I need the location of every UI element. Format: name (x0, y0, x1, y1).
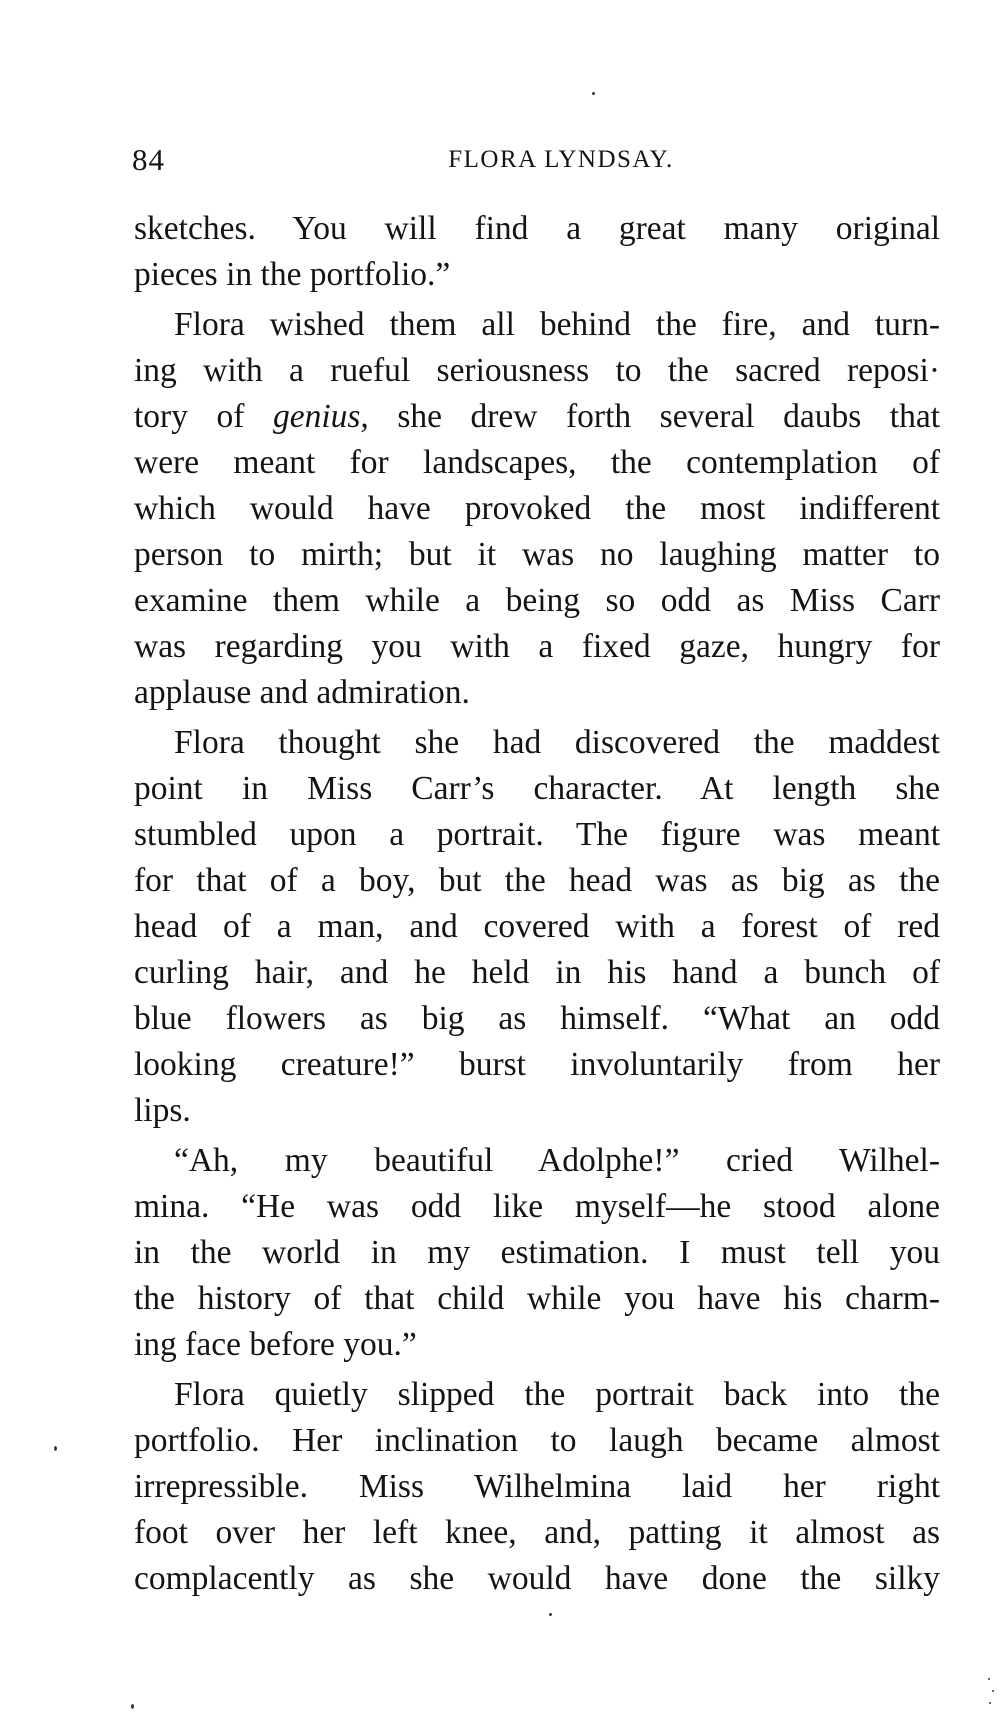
running-title: FLORA LYNDSAY. (448, 146, 674, 173)
paper-speck (988, 1678, 990, 1680)
text-line: mina. “He was odd like myself—he stood alone (134, 1188, 940, 1225)
paper-speck (989, 1702, 991, 1704)
text-line: irrepressible. Miss Wilhelmina laid her right (134, 1468, 940, 1505)
text-line: looking creature!” burst involuntarily from her (134, 1046, 940, 1083)
running-head (132, 142, 950, 192)
text-line: curling hair, and he held in his hand a bunch of (134, 954, 940, 991)
text-fragment: tory of (134, 398, 273, 435)
body-text (134, 206, 940, 1602)
italic-word: genius, (272, 398, 369, 435)
paper-speck (131, 1704, 134, 1709)
text-line: point in Miss Carr’s character. At length she (134, 770, 940, 807)
text-line: stumbled upon a portrait. The figure was meant (134, 816, 940, 853)
text-line: complacently as she would have done the silky (134, 1560, 940, 1597)
text-line: “Ah, my beautiful Adolphe!” cried Wilhel- (174, 1142, 940, 1179)
text-line: Flora quietly slipped the portrait back into the (174, 1376, 940, 1413)
paper-speck (992, 1690, 994, 1692)
paper-speck (54, 1446, 57, 1451)
text-line: Flora wished them all behind the fire, and turn- (174, 306, 940, 343)
text-line: were meant for landscapes, the contemplation of (134, 444, 940, 481)
text-line: which would have provoked the most indifferent (134, 490, 940, 527)
text-line: portfolio. Her inclination to laugh became almost (134, 1422, 940, 1459)
text-line: in the world in my estimation. I must tell you (134, 1234, 940, 1271)
paper-speck (592, 92, 595, 95)
text-line: foot over her left knee, and, patting it almost as (134, 1514, 940, 1551)
page-number: 84 (132, 142, 165, 177)
text-line: ing face before you.” (134, 1326, 417, 1363)
text-line: person to mirth; but it was no laughing matter to (134, 536, 940, 573)
text-line: blue flowers as big as himself. “What an odd (134, 1000, 940, 1037)
paper-speck (549, 1613, 552, 1616)
text-fragment: she drew forth several daubs that (368, 398, 940, 435)
text-line: sketches. You will find a great many original (134, 210, 940, 247)
text-line: head of a man, and covered with a forest of red (134, 908, 940, 945)
text-line: pieces in the portfolio.” (134, 256, 451, 293)
text-line: ing with a rueful seriousness to the sacred reposi· (134, 352, 940, 389)
text-line: examine them while a being so odd as Miss Carr (134, 582, 940, 619)
text-line (134, 394, 940, 440)
text-line: applause and admiration. (134, 674, 470, 711)
text-line: Flora thought she had discovered the maddest (174, 724, 940, 761)
text-line: for that of a boy, but the head was as big as the (134, 862, 940, 899)
text-line: the history of that child while you have his charm- (134, 1280, 940, 1317)
text-line: was regarding you with a fixed gaze, hungry for (134, 628, 940, 665)
text-line: lips. (134, 1092, 191, 1129)
